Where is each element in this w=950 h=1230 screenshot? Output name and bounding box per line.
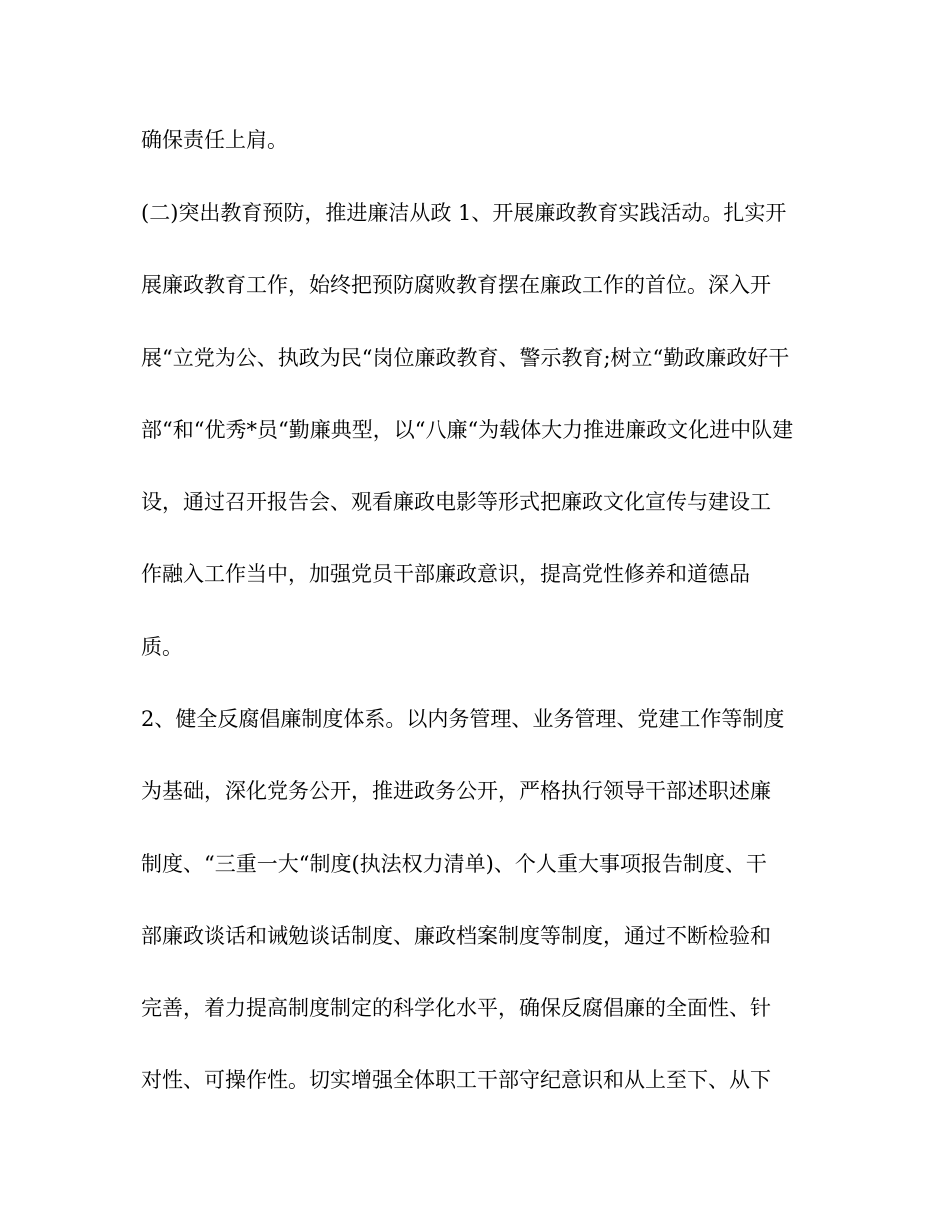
text-line: 展“立党为公、执政为民“岗位廉政教育、警示教育;树立“勤政廉政好干 bbox=[141, 346, 790, 370]
text-line: 完善，着力提高制度制定的科学化水平，确保反腐倡廉的全面性、针 bbox=[141, 996, 771, 1020]
text-line: 制度、“三重一大“制度(执法权力清单)、个人重大事项报告制度、干 bbox=[141, 852, 767, 876]
text-line: 2、健全反腐倡廉制度体系。以内务管理、业务管理、党建工作等制度 bbox=[141, 707, 785, 731]
text-line: 展廉政教育工作，始终把预防腐败教育摆在廉政工作的首位。深入开 bbox=[141, 273, 771, 297]
text-line: 部廉政谈话和诫勉谈话制度、廉政档案制度等制度，通过不断检验和 bbox=[141, 924, 771, 948]
text-line: 设，通过召开报告会、观看廉政电影等形式把廉政文化宣传与建设工 bbox=[141, 490, 771, 514]
text-line: 为基础，深化党务公开，推进政务公开，严格执行领导干部述职述廉 bbox=[141, 779, 771, 803]
text-line: 部“和“优秀*员“勤廉典型，以“八廉“为载体大力推进廉政文化进中队建 bbox=[141, 418, 794, 442]
text-line: (二)突出教育预防，推进廉洁从政 1、开展廉政教育实践活动。扎实开 bbox=[141, 201, 787, 225]
text-line: 确保责任上肩。 bbox=[141, 128, 288, 152]
text-line: 质。 bbox=[141, 635, 183, 659]
text-line: 作融入工作当中，加强党员干部廉政意识，提高党性修养和道德品 bbox=[141, 562, 750, 586]
text-line: 对性、可操作性。切实增强全体职工干部守纪意识和从上至下、从下 bbox=[141, 1068, 771, 1092]
